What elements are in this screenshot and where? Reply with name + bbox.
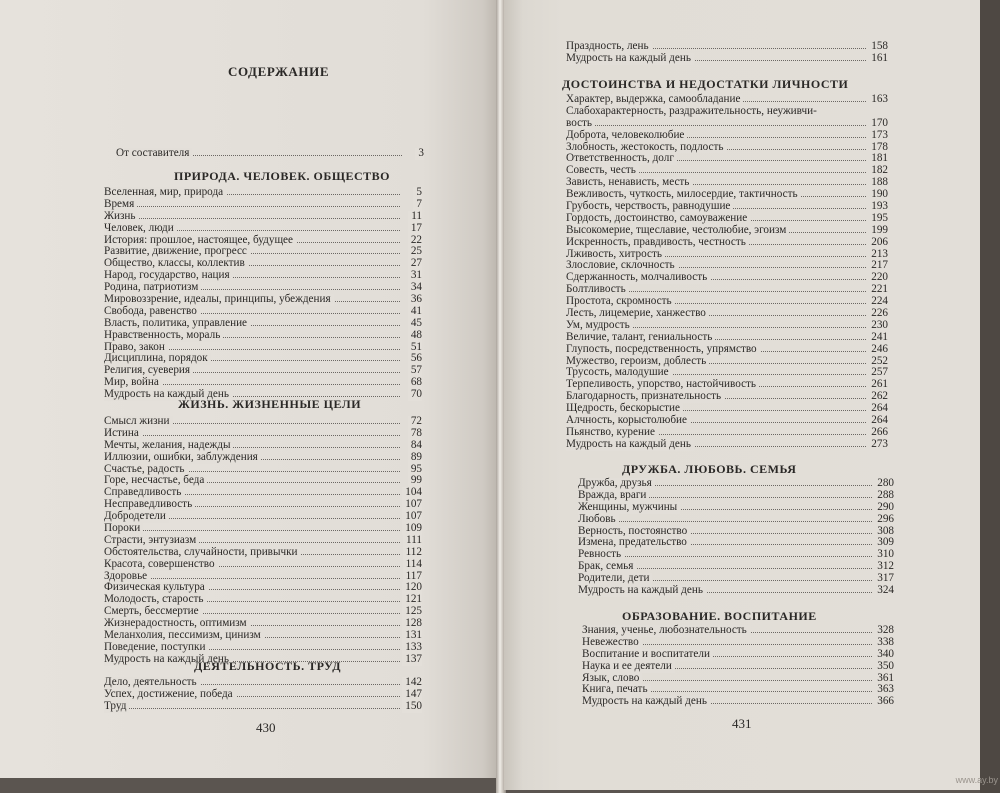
- toc-entry: [566, 237, 888, 249]
- toc-entry: [104, 535, 422, 547]
- toc-entry-page: 22: [408, 235, 422, 247]
- toc-entry-page: 195: [868, 213, 888, 225]
- toc-entry-title: Глупость, посредственность, упрямство: [566, 344, 760, 356]
- toc-entry-page: 350: [874, 661, 894, 673]
- leader-dots: [566, 125, 866, 126]
- toc-entry-title: Справедливость: [104, 487, 184, 499]
- section-heading: ЖИЗНЬ. ЖИЗНЕННЫЕ ЦЕЛИ: [178, 397, 362, 411]
- toc-entry-title: Смысл жизни: [104, 416, 173, 428]
- toc-entry-title: Развитие, движение, прогресс: [104, 246, 250, 258]
- toc-entry-title: Мужество, героизм, доблесть: [566, 356, 709, 368]
- toc-entry-title: Зависть, ненависть, месть: [566, 177, 692, 189]
- toc-entry-title: Слабохарактерность, раздражительность, неуживчи-: [566, 106, 820, 118]
- toc-entry-page: 131: [402, 630, 422, 642]
- toc-entry-page: 310: [874, 549, 894, 561]
- toc-entry-title: Добродетели: [104, 511, 169, 523]
- toc-entry-page: 158: [868, 41, 888, 53]
- toc-entry-title: Нравственность, мораль: [104, 330, 223, 342]
- toc-entry-title: Красота, совершенство: [104, 559, 218, 571]
- toc-entry-title: Мудрость на каждый день: [566, 439, 694, 451]
- section-heading: ДЕЯТЕЛЬНОСТЬ. ТРУД: [194, 659, 341, 673]
- toc-entry-title: Вселенная, мир, природа: [104, 187, 226, 199]
- toc-entry-page: 328: [874, 625, 894, 637]
- page-number: 430: [256, 720, 276, 735]
- toc-entry-page: 147: [402, 689, 422, 701]
- toc-entry-page: 41: [408, 306, 422, 318]
- toc-entry-page: 199: [868, 225, 888, 237]
- toc-entry-page: 366: [874, 696, 894, 708]
- toc-entry-title: Алчность, корыстолюбие: [566, 415, 690, 427]
- toc-entry-page: 111: [403, 535, 422, 547]
- leader-dots: [104, 206, 400, 207]
- toc-entry-title: Ум, мудрость: [566, 320, 633, 332]
- toc-entry-title: Лживость, хитрость: [566, 249, 665, 261]
- toc-entry: [566, 439, 888, 451]
- toc-entry-page: 107: [402, 511, 422, 523]
- toc-entry-page: 338: [874, 637, 894, 649]
- leader-dots: [104, 708, 400, 709]
- toc-entry-title: Религия, суеверия: [104, 365, 193, 377]
- toc-entry-page: 246: [868, 344, 888, 356]
- toc-entry-title: Право, закон: [104, 342, 168, 354]
- toc-entry-title: Воспитание и воспитатели: [582, 649, 713, 661]
- toc-entry: [104, 306, 422, 318]
- toc-entry-title: Дисциплина, порядок: [104, 353, 211, 365]
- toc-entry-title: Лесть, лицемерие, ханжество: [566, 308, 709, 320]
- book-cover-edge: [980, 0, 1000, 793]
- toc-list: [578, 478, 894, 597]
- toc-entry: [578, 537, 894, 549]
- section-heading: ПРИРОДА. ЧЕЛОВЕК. ОБЩЕСТВО: [174, 169, 391, 183]
- toc-entry-title: Труд: [104, 701, 129, 713]
- toc-entry-page: 181: [868, 153, 888, 165]
- toc-entry-page: 217: [868, 260, 888, 272]
- toc-entry-title: Злословие, склочность: [566, 260, 678, 272]
- toc-entry-title: Мудрость на каждый день: [104, 389, 232, 401]
- toc-entry-page: 17: [408, 223, 422, 235]
- toc-entry-page: 170: [868, 118, 888, 130]
- contents-title: СОДЕРЖАНИЕ: [228, 64, 330, 79]
- toc-entry-title: Мировоззрение, идеалы, принципы, убеждения: [104, 294, 334, 306]
- toc-entry-title: Мир, война: [104, 377, 162, 389]
- toc-entry-title: Пьянство, курение: [566, 427, 658, 439]
- toc-entry-title: Доброта, человеколюбие: [566, 130, 687, 142]
- toc-entry-page: 309: [874, 537, 894, 549]
- toc-entry-title: Знания, ученье, любознательность: [582, 625, 750, 637]
- toc-entry-page: 99: [408, 475, 422, 487]
- toc-entry: [104, 452, 422, 464]
- toc-entry-page: 262: [868, 391, 888, 403]
- toc-entry-title: Мудрость на каждый день: [582, 696, 710, 708]
- toc-entry-title: Брак, семья: [578, 561, 636, 573]
- toc-entry-page: 51: [408, 342, 422, 354]
- section-heading: ДРУЖБА. ЛЮБОВЬ. СЕМЬЯ: [622, 462, 797, 476]
- toc-entry-page: 27: [408, 258, 422, 270]
- toc-entry-title: Молодость, старость: [104, 594, 206, 606]
- toc-entry: [582, 649, 894, 661]
- toc-entry-page: 36: [408, 294, 422, 306]
- toc-entry-page: 261: [868, 379, 888, 391]
- toc-entry: [104, 318, 422, 330]
- toc-entry-page: 317: [874, 573, 894, 585]
- toc-entry: [104, 211, 422, 223]
- page-number: 431: [732, 716, 752, 731]
- toc-entry-page: 31: [408, 270, 422, 282]
- toc-entry-page: 264: [868, 415, 888, 427]
- toc-entry-page: 5: [413, 187, 422, 199]
- section-heading: ОБРАЗОВАНИЕ. ВОСПИТАНИЕ: [622, 609, 817, 623]
- toc-entry-title: Любовь: [578, 514, 619, 526]
- toc-entry: [104, 701, 422, 713]
- toc-entry: [566, 130, 888, 142]
- toc-entry-title: вость: [566, 118, 595, 130]
- toc-entry-page: 112: [403, 547, 422, 559]
- toc-entry-title: Характер, выдержка, самообладание: [566, 94, 743, 106]
- toc-entry: [582, 637, 894, 649]
- toc-entry-page: 273: [868, 439, 888, 451]
- toc-entry-title: Женщины, мужчины: [578, 502, 680, 514]
- toc-entry-title: Дело, деятельность: [104, 677, 200, 689]
- toc-list: [582, 625, 894, 708]
- toc-entry-page: 308: [874, 526, 894, 538]
- toc-entry-title: Свобода, равенство: [104, 306, 200, 318]
- toc-entry: [566, 344, 888, 356]
- toc-entry-page: 25: [408, 246, 422, 258]
- toc-entry-page: 70: [408, 389, 422, 401]
- toc-entry-title: Праздность, лень: [566, 41, 652, 53]
- toc-entry: [578, 502, 894, 514]
- toc-entry-title: Мудрость на каждый день: [566, 53, 694, 65]
- toc-entry-title: Пороки: [104, 523, 143, 535]
- toc-entry-page: 109: [402, 523, 422, 535]
- toc-entry: [104, 187, 422, 199]
- toc-entry-title: Горе, несчастье, беда: [104, 475, 207, 487]
- toc-entry-page: 84: [408, 440, 422, 452]
- toc-entry: [104, 199, 422, 211]
- toc-entry-page: 56: [408, 353, 422, 365]
- toc-list: [566, 41, 888, 65]
- toc-entry-page: 188: [868, 177, 888, 189]
- toc-entry-page: 206: [868, 237, 888, 249]
- toc-entry-title: Книга, печать: [582, 684, 651, 696]
- toc-entry-page: 182: [868, 165, 888, 177]
- toc-entry-page: 290: [874, 502, 894, 514]
- toc-entry-page: 264: [868, 403, 888, 415]
- toc-entry-title: Смерть, бессмертие: [104, 606, 202, 618]
- toc-entry-page: 324: [874, 585, 894, 597]
- toc-entry-title: Ревность: [578, 549, 624, 561]
- toc-list: [104, 677, 422, 713]
- toc-entry-title: Мудрость на каждый день: [578, 585, 706, 597]
- toc-entry-title: Истина: [104, 428, 142, 440]
- toc-entry-page: 221: [868, 284, 888, 296]
- toc-entry: [566, 53, 888, 65]
- toc-entry-title: Родина, патриотизм: [104, 282, 201, 294]
- toc-entry: [566, 118, 888, 130]
- toc-entry: [104, 559, 422, 571]
- toc-entry-title: Трусость, малодушие: [566, 367, 672, 379]
- toc-entry-page: 45: [408, 318, 422, 330]
- toc-entry-title: Щедрость, бескорыстие: [566, 403, 683, 415]
- toc-entry-page: 142: [402, 677, 422, 689]
- toc-entry-page: 280: [874, 478, 894, 490]
- toc-entry-page: 230: [868, 320, 888, 332]
- toc-entry-title: Грубость, черствость, равнодушие: [566, 201, 733, 213]
- toc-entry-page: 48: [408, 330, 422, 342]
- toc-entry-page: 296: [874, 514, 894, 526]
- toc-entry-title: Мечты, желания, надежды: [104, 440, 233, 452]
- toc-entry-page: 288: [874, 490, 894, 502]
- toc-entry: [104, 428, 422, 440]
- toc-list: [104, 416, 422, 666]
- toc-entry-page: 161: [868, 53, 888, 65]
- toc-entry-page: 224: [868, 296, 888, 308]
- toc-entry-title: Верность, постоянство: [578, 526, 690, 538]
- leader-dots: [104, 435, 400, 436]
- toc-entry: [566, 213, 888, 225]
- toc-entry-page: 173: [868, 130, 888, 142]
- toc-entry-title: Невежество: [582, 637, 642, 649]
- toc-entry-page: 34: [408, 282, 422, 294]
- toc-entry-page: 57: [408, 365, 422, 377]
- toc-list: [104, 187, 422, 401]
- toc-entry-page: 340: [874, 649, 894, 661]
- toc-entry-title: Терпеливость, упорство, настойчивость: [566, 379, 759, 391]
- watermark: www.ay.by: [955, 775, 998, 785]
- toc-entry-title: Благодарность, признательность: [566, 391, 724, 403]
- leader-dots: [578, 521, 872, 522]
- toc-entry-title: Физическая культура: [104, 582, 208, 594]
- section-heading: ДОСТОИНСТВА И НЕДОСТАТКИ ЛИЧНОСТИ: [562, 77, 849, 91]
- toc-entry-page: 241: [868, 332, 888, 344]
- toc-entry-title: Измена, предательство: [578, 537, 690, 549]
- toc-entry-page: 252: [868, 356, 888, 368]
- toc-entry: [566, 225, 888, 237]
- toc-entry: [582, 661, 894, 673]
- toc-entry-page: 178: [868, 142, 888, 154]
- toc-entry-page: 213: [868, 249, 888, 261]
- toc-entry: [104, 223, 422, 235]
- toc-entry-title: Болтливость: [566, 284, 629, 296]
- toc-entry-page: 11: [408, 211, 422, 223]
- toc-entry-title: Жизнерадостность, оптимизм: [104, 618, 250, 630]
- toc-entry-page: 226: [868, 308, 888, 320]
- intro-entry: [116, 148, 424, 160]
- toc-entry-page: 133: [402, 642, 422, 654]
- leader-dots: [104, 530, 400, 531]
- toc-entry-page: 312: [874, 561, 894, 573]
- toc-entry-page: 89: [408, 452, 422, 464]
- toc-entry: [104, 440, 422, 452]
- toc-entry-title: Искренность, правдивость, честность: [566, 237, 749, 249]
- toc-entry-title: Высокомерие, тщеславие, честолюбие, эгоизм: [566, 225, 789, 237]
- right-page: [504, 0, 980, 790]
- toc-entry-title: Дружба, друзья: [578, 478, 655, 490]
- toc-entry-title: Иллюзии, ошибки, заблуждения: [104, 452, 261, 464]
- toc-entry-title: Общество, классы, коллектив: [104, 258, 248, 270]
- toc-entry-page: 68: [408, 377, 422, 389]
- toc-entry-page: 220: [868, 272, 888, 284]
- toc-entry-page: 163: [868, 94, 888, 106]
- leader-dots: [104, 218, 400, 219]
- toc-entry-page: 95: [408, 464, 422, 476]
- toc-entry-page: 193: [868, 201, 888, 213]
- toc-entry-title: Гордость, достоинство, самоуважение: [566, 213, 750, 225]
- toc-entry-title: Счастье, радость: [104, 464, 188, 476]
- toc-entry: [582, 696, 894, 708]
- toc-entry-page: 107: [402, 499, 422, 511]
- toc-entry-page: 125: [402, 606, 422, 618]
- toc-entry: [104, 689, 422, 701]
- toc-entry-page: 72: [408, 416, 422, 428]
- toc-entry-title: Наука и ее деятели: [582, 661, 675, 673]
- toc-entry: [104, 416, 422, 428]
- toc-entry-title: Величие, талант, гениальность: [566, 332, 715, 344]
- toc-entry-title: Вражда, враги: [578, 490, 649, 502]
- toc-entry-title: Несправедливость: [104, 499, 195, 511]
- toc-entry-title: Власть, политика, управление: [104, 318, 250, 330]
- left-page: [0, 0, 498, 778]
- toc-entry-title: Язык, слово: [582, 673, 642, 685]
- toc-entry-page: 363: [874, 684, 894, 696]
- toc-entry: [566, 106, 888, 118]
- toc-entry-title: Обстоятельства, случайности, привычки: [104, 547, 301, 559]
- toc-entry-title: Народ, государство, нация: [104, 270, 233, 282]
- toc-entry: От составителя 3: [116, 147, 424, 159]
- toc-entry-title: Страсти, энтузиазм: [104, 535, 199, 547]
- toc-entry-title: Жизнь: [104, 211, 139, 223]
- toc-entry-title: Совесть, честь: [566, 165, 639, 177]
- toc-entry-title: Время: [104, 199, 137, 211]
- toc-entry-title: Сдержанность, молчаливость: [566, 272, 710, 284]
- toc-entry: [104, 547, 422, 559]
- toc-entry-page: 120: [402, 582, 422, 594]
- toc-entry-title: Злобность, жестокость, подлость: [566, 142, 727, 154]
- toc-entry-page: 257: [868, 367, 888, 379]
- toc-entry-page: 150: [402, 701, 422, 713]
- toc-entry: [578, 514, 894, 526]
- toc-entry-title: Здоровье: [104, 571, 150, 583]
- toc-entry-page: 266: [868, 427, 888, 439]
- toc-entry-page: 104: [402, 487, 422, 499]
- toc-entry-page: 117: [403, 571, 422, 583]
- toc-list: [566, 94, 888, 451]
- toc-entry-title: Успех, достижение, победа: [104, 689, 236, 701]
- toc-entry-page: 137: [402, 654, 422, 666]
- toc-entry-title: Мудрость на каждый день: [104, 654, 232, 666]
- toc-entry-page: 114: [403, 559, 422, 571]
- toc-entry-title: Человек, люди: [104, 223, 177, 235]
- toc-entry: [104, 511, 422, 523]
- toc-entry-title: Простота, скромность: [566, 296, 675, 308]
- toc-entry-page: 361: [874, 673, 894, 685]
- toc-entry: [104, 330, 422, 342]
- toc-entry-page: 190: [868, 189, 888, 201]
- toc-entry-page: 78: [408, 428, 422, 440]
- toc-entry-title: Родители, дети: [578, 573, 652, 585]
- toc-entry-title: Меланхолия, пессимизм, цинизм: [104, 630, 264, 642]
- toc-entry-title: Ответственность, долг: [566, 153, 677, 165]
- toc-entry: [566, 332, 888, 344]
- toc-entry: [578, 585, 894, 597]
- toc-entry: [578, 490, 894, 502]
- toc-entry-page: 121: [402, 594, 422, 606]
- toc-entry-page: 128: [402, 618, 422, 630]
- toc-entry-title: Вежливость, чуткость, милосердие, тактичность: [566, 189, 801, 201]
- toc-entry-title: Поведение, поступки: [104, 642, 208, 654]
- toc-entry-title: История: прошлое, настоящее, будущее: [104, 235, 296, 247]
- toc-entry-page: 7: [413, 199, 422, 211]
